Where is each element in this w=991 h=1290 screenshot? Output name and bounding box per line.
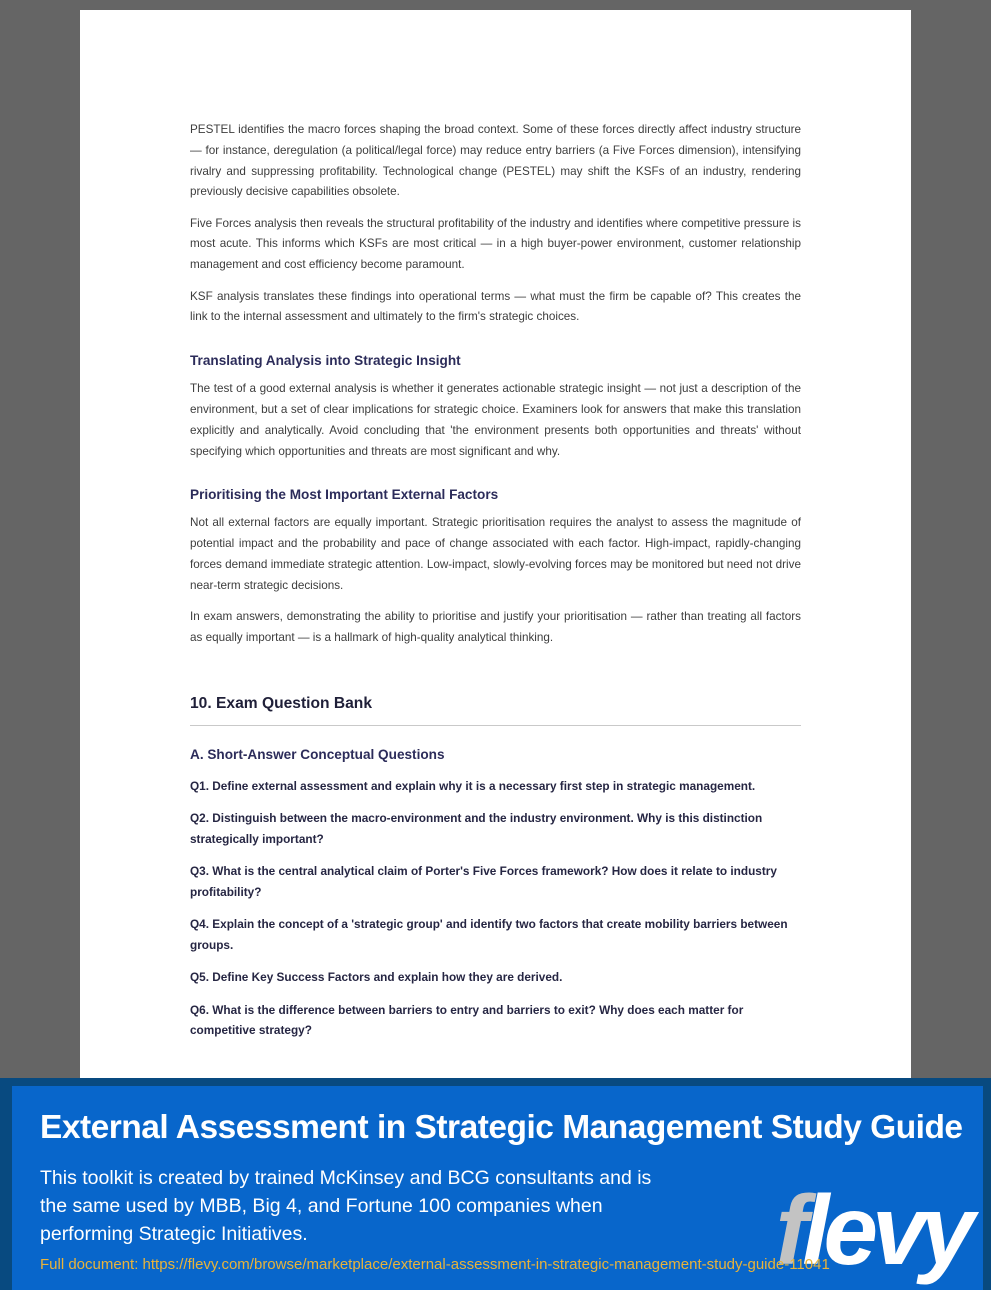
full-document-row [40, 1255, 983, 1275]
paragraph: KSF analysis translates these findings into operational terms — what must the firm be capable of? This creates the link to the internal assessment and ultimately to the firm's strategic choices. [190, 289, 801, 324]
chapter-heading: 10. Exam Question Bank [190, 694, 372, 712]
banner-description-line: This toolkit is created by trained McKinsey and BCG consultants and is [40, 1167, 652, 1189]
question-item: Q3. What is the central analytical claim of Porter's Five Forces framework? How does it relate to industry profitability? [190, 864, 777, 899]
paragraph: Not all external factors are equally important. Strategic prioritisation requires the analyst to assess the magnitude of potential impact and the probability and pace of change associated with each factor. High-impact, rapidly-changing forces demand immediate strategic attention. Low-impact, slowly-evolving forces may be monitored but need not drive near-term strategic decisions. [190, 516, 801, 592]
document-content [80, 10, 911, 1041]
paragraph: Five Forces analysis then reveals the structural profitability of the industry and identifies where competitive pressure is most acute. This informs which KSFs are most critical — in a high buyer-power environment, customer relationship management and cost efficiency become paramount. [190, 216, 801, 272]
flevy-logo-levy: levy [802, 1175, 969, 1285]
subsection-heading: A. Short-Answer Conceptual Questions [190, 746, 445, 762]
flevy-logo-f: f [775, 1175, 803, 1285]
banner-title: External Assessment in Strategic Management Study Guide [40, 1109, 963, 1146]
document-page [80, 10, 911, 1082]
paragraph: In exam answers, demonstrating the ability to prioritise and justify your prioritisation — rather than treating all factors as equally important — is a hallmark of high-quality analytical thinking. [190, 610, 801, 644]
question-item: Q6. What is the difference between barriers to entry and barriers to exit? Why does each matter for competitive strategy? [190, 1002, 744, 1038]
question-item: Q1. Define external assessment and explain why it is a necessary first step in strategic management. [190, 778, 756, 793]
section-heading: Prioritising the Most Important External Factors [190, 487, 499, 503]
full-document-url[interactable]: https://flevy.com/browse/marketplace/external-assessment-in-strategic-management-study-guide-11041 [142, 1256, 830, 1273]
section-divider [190, 725, 801, 726]
question-item: Q2. Distinguish between the macro-environment and the industry environment. Why is this distinction strategically important? [190, 811, 763, 846]
question-item: Q5. Define Key Success Factors and explain how they are derived. [190, 970, 563, 985]
promo-banner [0, 1078, 991, 1290]
paragraph: PESTEL identifies the macro forces shaping the broad context. Some of these forces directly affect industry structure — for instance, deregulation (a political/legal force) may reduce entry barriers (a Five Forces dimension), intensifying rivalry and suppressing profitability. Technological change (PESTEL) may shift the KSFs of an industry, rendering previously decisive capabilities obsolete. [190, 123, 801, 199]
question-item: Q4. Explain the concept of a 'strategic group' and identify two factors that create mobility barriers between groups. [190, 917, 788, 952]
banner-description-line: performing Strategic Initiatives. [40, 1223, 308, 1245]
banner-description [40, 1164, 983, 1248]
banner-description-line: the same used by MBB, Big 4, and Fortune 100 companies when [40, 1195, 603, 1217]
paragraph: The test of a good external analysis is whether it generates actionable strategic insight — not just a description of the environment, but a set of clear implications for strategic choice. Examiners look for answers that make this translation explicitly and analytically. Avoid concluding that 'the environment presents both opportunities and threats' without specifying which opportunities and threats are most significant and why. [190, 382, 801, 458]
full-document-label: Full document: [40, 1256, 143, 1273]
section-heading: Translating Analysis into Strategic Insight [190, 353, 461, 369]
promo-banner-inner [12, 1086, 983, 1290]
